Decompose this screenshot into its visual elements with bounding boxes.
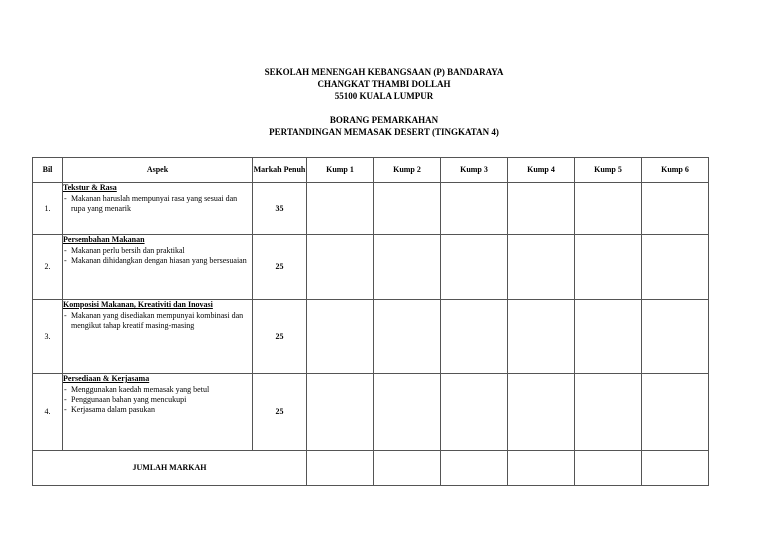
aspect-cell [63,300,253,374]
score-cell-kump-4[interactable] [508,183,575,235]
header-aspek: Aspek [63,158,253,183]
score-cell-kump-3[interactable] [441,300,508,374]
table-row [33,300,709,374]
score-cell-kump-6[interactable] [642,374,709,451]
full-mark: 25 [253,374,307,451]
aspect-cell [63,235,253,300]
total-cell-kump-5[interactable] [575,451,642,486]
score-cell-kump-4[interactable] [508,300,575,374]
header-kump-1: Kump 1 [307,158,374,183]
aspect-title: Tekstur & Rasa [63,183,117,192]
score-cell-kump-5[interactable] [575,300,642,374]
document-header [0,66,768,138]
header-kump-6: Kump 6 [642,158,709,183]
table-header-row [33,158,709,183]
total-cell-kump-4[interactable] [508,451,575,486]
aspect-title: Komposisi Makanan, Kreativiti dan Inovasi [63,300,213,309]
total-label: JUMLAH MARKAH [33,451,307,486]
score-cell-kump-6[interactable] [642,183,709,235]
score-cell-kump-3[interactable] [441,374,508,451]
total-cell-kump-3[interactable] [441,451,508,486]
score-cell-kump-6[interactable] [642,300,709,374]
score-cell-kump-3[interactable] [441,235,508,300]
score-cell-kump-1[interactable] [307,183,374,235]
score-cell-kump-5[interactable] [575,183,642,235]
score-cell-kump-3[interactable] [441,183,508,235]
school-address-city: 55100 KUALA LUMPUR [334,91,434,101]
aspect-point: - Makanan haruslah mempunyai rasa yang sesuai dan rupa yang menarik [63,194,252,214]
header-markah-penuh: Markah Penuh [253,158,307,183]
header-bil: Bil [33,158,63,183]
table-row [33,235,709,300]
aspect-title: Persediaan & Kerjasama [63,374,150,383]
full-mark: 25 [253,235,307,300]
score-cell-kump-1[interactable] [307,235,374,300]
table-row [33,374,709,451]
form-title: BORANG PEMARKAHAN [329,115,439,125]
total-cell-kump-6[interactable] [642,451,709,486]
scoring-table [32,157,709,486]
full-mark: 25 [253,300,307,374]
score-cell-kump-1[interactable] [307,300,374,374]
school-address-street: CHANGKAT THAMBI DOLLAH [317,79,451,89]
form-subtitle: PERTANDINGAN MEMASAK DESERT (TINGKATAN 4) [269,127,499,137]
aspect-point: - Makanan yang disediakan mempunyai kombinasi dan mengikut tahap kreatif masing-masing [63,311,252,331]
row-number: 3. [33,300,63,374]
score-cell-kump-5[interactable] [575,235,642,300]
total-row [33,451,709,486]
score-cell-kump-1[interactable] [307,374,374,451]
score-cell-kump-2[interactable] [374,183,441,235]
aspect-point: - Kerjasama dalam pasukan [63,405,252,415]
score-cell-kump-6[interactable] [642,235,709,300]
aspect-cell [63,374,253,451]
aspect-title: Persembahan Makanan [63,235,145,244]
aspect-point: - Penggunaan bahan yang mencukupi [63,395,252,405]
score-cell-kump-4[interactable] [508,235,575,300]
score-cell-kump-4[interactable] [508,374,575,451]
aspect-point: - Makanan perlu bersih dan praktikal [63,246,252,256]
total-cell-kump-2[interactable] [374,451,441,486]
school-name: SEKOLAH MENENGAH KEBANGSAAN (P) BANDARAYA [264,67,504,77]
row-number: 2. [33,235,63,300]
header-kump-2: Kump 2 [374,158,441,183]
row-number: 1. [33,183,63,235]
full-mark: 35 [253,183,307,235]
score-cell-kump-2[interactable] [374,374,441,451]
table-row [33,183,709,235]
score-cell-kump-5[interactable] [575,374,642,451]
row-number: 4. [33,374,63,451]
header-kump-5: Kump 5 [575,158,642,183]
total-cell-kump-1[interactable] [307,451,374,486]
aspect-point: - Menggunakan kaedah memasak yang betul [63,385,252,395]
score-cell-kump-2[interactable] [374,235,441,300]
score-cell-kump-2[interactable] [374,300,441,374]
header-kump-4: Kump 4 [508,158,575,183]
header-kump-3: Kump 3 [441,158,508,183]
aspect-cell [63,183,253,235]
aspect-point: - Makanan dihidangkan dengan hiasan yang bersesuaian [63,256,252,266]
